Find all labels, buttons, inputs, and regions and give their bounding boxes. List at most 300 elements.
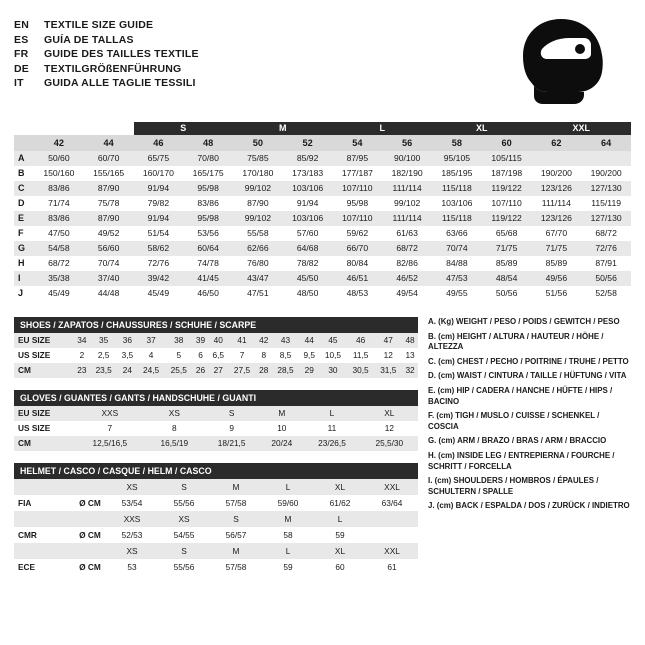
measurement-cell: 45/49 (134, 286, 184, 301)
size-group-label: M (233, 122, 333, 135)
sub-cell: 61/62 (329, 498, 351, 508)
legend-item: F. (cm) TIGH / MUSLO / CUISSE / SCHENKEL / COSCIA (428, 411, 600, 431)
measurement-cell: 46/52 (382, 271, 432, 286)
measurement-cell: 123/126 (532, 211, 582, 226)
sub-cell: S (228, 408, 235, 418)
measurement-cell: 70/74 (432, 241, 482, 256)
size-header-cell: 56 (382, 135, 432, 151)
table-row (14, 511, 418, 527)
measurement-cell: 50/60 (34, 151, 84, 166)
measurement-cell: 72/76 (581, 241, 631, 256)
sub-cell: XS (168, 408, 180, 418)
sub-cell: 28,5 (277, 365, 294, 375)
sub-cell: 23 (77, 365, 87, 375)
measurement-cell: 63/66 (432, 226, 482, 241)
sub-cell: 38 (174, 335, 184, 345)
measurement-cell: 50/56 (482, 286, 532, 301)
measurement-cell: 39/42 (134, 271, 184, 286)
sub-cell: 23/26,5 (318, 438, 346, 448)
sub-cell: L (285, 546, 291, 556)
sub-cell: 20/24 (271, 438, 293, 448)
measurement-cell: 87/91 (581, 256, 631, 271)
sub-cell: 8 (261, 350, 267, 360)
sub-row-label: ECE (18, 562, 36, 572)
measurement-cell: 87/90 (233, 196, 283, 211)
sub-row-unit (74, 479, 106, 495)
measurement-row-label: E (14, 211, 34, 226)
measurement-cell: 46/50 (183, 286, 233, 301)
size-header-cell: 58 (432, 135, 482, 151)
sub-cell: XXL (384, 482, 400, 492)
size-header-cell: 52 (283, 135, 333, 151)
table-row (14, 348, 418, 363)
legend-item: I. (cm) SHOULDERS / HOMBROS / ÉPAULES / SCHULTERN / SPALLE (428, 476, 599, 496)
language-code: EN (14, 19, 29, 31)
measurement-cell: 56/60 (84, 241, 134, 256)
measurement-cell (581, 151, 631, 166)
measurement-cell: 71/74 (34, 196, 84, 211)
measurement-cell: 99/102 (382, 196, 432, 211)
measurement-row-label: B (14, 166, 34, 181)
sub-cell: 53/54 (121, 498, 143, 508)
sub-row-label (14, 543, 74, 559)
measurement-cell: 82/86 (382, 256, 432, 271)
sub-cell: 30,5 (352, 365, 369, 375)
measurement-cell: 60/64 (183, 241, 233, 256)
table-row (14, 286, 631, 301)
sub-cell: 12 (383, 350, 393, 360)
sub-cell: S (181, 546, 187, 556)
sub-cell: 6 (198, 350, 203, 360)
sub-cell: XS (126, 546, 138, 556)
sub-cell: 35 (99, 335, 109, 345)
measurement-cell: 71/75 (482, 241, 532, 256)
sub-cell: 10 (277, 423, 287, 433)
table-row (14, 421, 418, 436)
language-titles (14, 18, 199, 91)
measurement-cell: 75/78 (84, 196, 134, 211)
size-header-cell: 48 (183, 135, 233, 151)
measurement-cell: 60/70 (84, 151, 134, 166)
measurement-cell: 57/60 (283, 226, 333, 241)
language-title: GUIDA ALLE TAGLIE TESSILI (44, 77, 196, 89)
measurement-legend (428, 317, 631, 587)
sub-cell: 34 (77, 335, 87, 345)
sub-cell: 12,5/16,5 (92, 438, 128, 448)
language-title: GUIDE DES TAILLES TEXTILE (44, 48, 199, 60)
sub-cell: XS (178, 514, 190, 524)
sub-cell: 18/21,5 (217, 438, 246, 448)
measurement-cell (532, 151, 582, 166)
header (14, 18, 631, 108)
sub-row-label (14, 511, 74, 527)
measurement-cell: 160/170 (134, 166, 184, 181)
size-header-cell: 64 (581, 135, 631, 151)
measurement-cell: 45/50 (283, 271, 333, 286)
size-group-label: XL (432, 122, 532, 135)
measurement-cell: 79/82 (134, 196, 184, 211)
measurement-cell: 90/100 (382, 151, 432, 166)
language-code: FR (14, 48, 29, 60)
measurement-cell: 65/68 (482, 226, 532, 241)
measurement-cell: 190/200 (581, 166, 631, 181)
table-row (14, 527, 418, 543)
measurement-row-label: H (14, 256, 34, 271)
measurement-cell: 44/48 (84, 286, 134, 301)
measurement-cell: 48/50 (283, 286, 333, 301)
sub-cell: 13 (405, 350, 415, 360)
sub-cell: 41 (237, 335, 247, 345)
sub-cell: 2 (79, 350, 85, 360)
sub-row-label (14, 479, 74, 495)
sub-cell: 28 (259, 365, 269, 375)
table-row (14, 363, 418, 378)
sub-cell: 48 (405, 335, 415, 345)
measurement-cell: 68/72 (34, 256, 84, 271)
sub-cell: 24 (122, 365, 132, 375)
measurement-cell: 185/195 (432, 166, 482, 181)
sub-row-unit: Ø CM (79, 530, 101, 540)
sub-cell: 3,5 (121, 350, 134, 360)
sub-cell: 27 (213, 365, 223, 375)
sub-row-unit: Ø CM (79, 562, 101, 572)
measurement-cell: 190/200 (532, 166, 582, 181)
measurement-cell: 111/114 (382, 211, 432, 226)
language-title: TEXTILE SIZE GUIDE (44, 19, 154, 31)
language-row (14, 33, 199, 48)
measurement-cell: 103/106 (432, 196, 482, 211)
measurement-cell: 37/40 (84, 271, 134, 286)
measurement-cell: 80/84 (333, 256, 383, 271)
sub-cell: 12 (384, 423, 394, 433)
measurement-row-label: J (14, 286, 34, 301)
measurement-cell: 65/75 (134, 151, 184, 166)
sub-cell: 57/58 (225, 562, 247, 572)
measurement-cell: 75/85 (233, 151, 283, 166)
measurement-cell: 51/54 (134, 226, 184, 241)
measurement-cell: 91/94 (134, 181, 184, 196)
measurement-cell: 49/55 (432, 286, 482, 301)
measurement-cell: 74/78 (183, 256, 233, 271)
sub-row-unit: Ø CM (79, 498, 101, 508)
measurement-cell: 85/92 (283, 151, 333, 166)
measurement-cell: 49/56 (532, 271, 582, 286)
measurement-cell: 99/102 (233, 211, 283, 226)
measurement-cell: 107/110 (333, 211, 383, 226)
measurement-cell: 91/94 (283, 196, 333, 211)
measurement-cell: 66/70 (333, 241, 383, 256)
sub-cell: 37 (146, 335, 156, 345)
sub-row-label: FIA (18, 498, 32, 508)
table-row (14, 181, 631, 196)
sub-cell: 23,5 (95, 365, 112, 375)
sub-cell: 5 (176, 350, 182, 360)
measurement-cell: 50/56 (581, 271, 631, 286)
sub-cell: 57/58 (225, 498, 247, 508)
measurement-cell: 111/114 (382, 181, 432, 196)
measurement-cell: 105/115 (482, 151, 532, 166)
sub-cell (366, 511, 418, 527)
table-row (14, 196, 631, 211)
measurement-cell: 85/89 (532, 256, 582, 271)
textile-size-table (14, 122, 631, 301)
measurement-cell: 83/86 (34, 211, 84, 226)
measurement-cell: 99/102 (233, 181, 283, 196)
sub-cell: 43 (280, 335, 291, 345)
sub-cell: S (181, 482, 187, 492)
measurement-cell: 59/62 (333, 226, 383, 241)
sub-cell: M (232, 482, 240, 492)
measurement-cell: 95/105 (432, 151, 482, 166)
measurement-row-label: A (14, 151, 34, 166)
sub-cell: 52/53 (121, 530, 143, 540)
measurement-cell: 84/88 (432, 256, 482, 271)
measurement-cell: 58/62 (134, 241, 184, 256)
sub-cell: 45 (328, 335, 338, 345)
measurement-cell: 107/110 (333, 181, 383, 196)
table-row (14, 406, 418, 421)
measurement-cell: 72/76 (134, 256, 184, 271)
measurement-cell: 103/106 (283, 211, 333, 226)
size-header-cell: 62 (532, 135, 582, 151)
sub-cell: 7 (239, 350, 245, 360)
sub-cell: L (285, 482, 291, 492)
sub-row-label: US SIZE (18, 423, 51, 433)
shoes-title: SHOES / ZAPATOS / CHAUSSURES / SCHUHE / SCARPE (14, 317, 418, 333)
measurement-cell: 61/63 (382, 226, 432, 241)
table-row (14, 543, 418, 559)
sub-cell: XL (334, 546, 346, 556)
legend-item: E. (cm) HIP / CADERA / HANCHE / HÜFTE / HIPS / BACINO (428, 385, 613, 406)
measurement-cell: 119/122 (482, 181, 532, 196)
sub-row-unit (74, 543, 106, 559)
measurement-cell: 107/110 (482, 196, 532, 211)
sub-row-label: US SIZE (18, 350, 51, 360)
table-row (14, 495, 418, 511)
sub-row-unit (74, 511, 106, 527)
legend-item: B. (cm) HEIGHT / ALTURA / HAUTEUR / HÖHE / ALTEZZA (428, 331, 604, 352)
sub-row-label: CM (18, 438, 31, 448)
measurement-cell: 35/38 (34, 271, 84, 286)
sub-cell: 42 (259, 335, 269, 345)
sub-cell: 63/64 (381, 498, 403, 508)
measurement-cell: 95/98 (183, 211, 233, 226)
size-header-cell: 42 (34, 135, 84, 151)
measurement-cell: 45/49 (34, 286, 84, 301)
gloves-table (14, 406, 418, 451)
row-label-spacer (14, 122, 34, 135)
measurement-cell: 70/74 (84, 256, 134, 271)
sub-cell: 24,5 (143, 365, 160, 375)
measurement-cell: 52/58 (581, 286, 631, 301)
language-row (14, 76, 199, 91)
sub-cell: L (337, 514, 343, 524)
sub-cell: 47 (383, 335, 393, 345)
size-group-label: L (333, 122, 433, 135)
measurement-cell: 76/80 (233, 256, 283, 271)
legend-item: D. (cm) WAIST / CINTURA / TAILLE / HÜFTUNG / VITA (428, 371, 627, 381)
measurement-row-label: G (14, 241, 34, 256)
measurement-cell: 87/90 (84, 211, 134, 226)
measurement-row-label: C (14, 181, 34, 196)
sub-cell: XL (334, 482, 346, 492)
measurement-cell: 87/95 (333, 151, 383, 166)
measurement-cell: 47/53 (432, 271, 482, 286)
sub-cell: XS (126, 482, 138, 492)
legend-item: J. (cm) BACK / ESPALDA / DOS / ZURÜCK / INDIETRO (428, 501, 630, 511)
sub-cell: 8 (172, 423, 177, 433)
sub-cell: M (284, 514, 292, 524)
sub-cell: 59/60 (277, 498, 299, 508)
sub-cell: 58 (283, 530, 293, 540)
size-header-cell: 50 (233, 135, 283, 151)
language-title: GUÍA DE TALLAS (44, 33, 134, 46)
measurement-cell: 111/114 (532, 196, 582, 211)
helmet-title: HELMET / CASCO / CASQUE / HELM / CASCO (14, 463, 418, 479)
sub-cell: 25,5/30 (375, 438, 404, 448)
measurement-row-label: F (14, 226, 34, 241)
legend-item: G. (cm) ARM / BRAZO / BRAS / ARM / BRACCIO (428, 436, 607, 446)
measurement-cell: 41/45 (183, 271, 233, 286)
table-row (14, 151, 631, 166)
measurement-cell: 103/106 (283, 181, 333, 196)
sub-cell: 39 (195, 335, 206, 345)
measurement-cell: 49/52 (84, 226, 134, 241)
measurement-cell: 182/190 (382, 166, 432, 181)
language-row (14, 47, 199, 62)
sub-cell: 54/55 (173, 530, 195, 540)
helmet-table (14, 479, 418, 575)
measurement-cell: 53/56 (183, 226, 233, 241)
measurement-cell: 115/118 (432, 181, 482, 196)
measurement-cell: 47/51 (233, 286, 283, 301)
sub-cell: XXL (384, 546, 400, 556)
sub-cell: 59 (283, 562, 293, 572)
language-row (14, 62, 199, 77)
measurement-cell: 165/175 (183, 166, 233, 181)
bottom-section (14, 317, 631, 587)
table-row (14, 436, 418, 451)
measurement-cell: 55/58 (233, 226, 283, 241)
language-code: DE (14, 62, 29, 75)
table-row (14, 256, 631, 271)
sub-cell: 31,5 (380, 365, 397, 375)
measurement-cell: 48/54 (482, 271, 532, 286)
sub-cell: 56/57 (225, 530, 247, 540)
sub-row-label: CMR (18, 530, 37, 540)
sub-cell: 25,5 (170, 365, 187, 375)
sub-cell: 55/56 (173, 562, 195, 572)
sub-cell: 4 (148, 350, 154, 360)
sub-cell: 32 (405, 365, 415, 375)
measurement-cell: 68/72 (581, 226, 631, 241)
measurement-cell: 83/86 (34, 181, 84, 196)
row-label-spacer (14, 135, 34, 151)
measurement-cell: 78/82 (283, 256, 333, 271)
sub-cell: 53 (127, 562, 137, 572)
table-row (14, 559, 418, 575)
measurement-cell: 46/51 (333, 271, 383, 286)
measurement-cell: 83/86 (183, 196, 233, 211)
measurement-cell: 68/72 (382, 241, 432, 256)
measurement-cell: 85/89 (482, 256, 532, 271)
sub-cell: 7 (107, 423, 113, 433)
language-code: ES (14, 33, 29, 46)
sub-cell: M (278, 408, 286, 418)
sub-cell: 6,5 (212, 350, 225, 360)
table-row (14, 226, 631, 241)
gloves-title: GLOVES / GUANTES / GANTS / HANDSCHUHE / GUANTI (14, 390, 418, 406)
measurement-cell: 187/198 (482, 166, 532, 181)
measurement-row-label: I (14, 271, 34, 286)
table-row (14, 241, 631, 256)
measurement-cell: 115/118 (432, 211, 482, 226)
measurement-cell: 150/160 (34, 166, 84, 181)
sub-cell: XXS (101, 408, 119, 418)
language-row (14, 18, 199, 33)
measurement-cell: 54/58 (34, 241, 84, 256)
table-row (14, 211, 631, 226)
measurement-cell: 127/130 (581, 211, 631, 226)
legend-item: A. (Kg) WEIGHT / PESO / POIDS / GEWITCH / PESO (428, 317, 620, 326)
measurement-cell: 48/53 (333, 286, 383, 301)
size-group-row (14, 122, 631, 135)
measurement-cell: 95/98 (183, 181, 233, 196)
size-header-row (14, 135, 631, 151)
measurement-cell: 51/56 (532, 286, 582, 301)
measurement-cell: 155/165 (84, 166, 134, 181)
measurement-cell: 170/180 (233, 166, 283, 181)
sub-cell: 2,5 (97, 350, 110, 360)
measurement-cell: 67/70 (532, 226, 582, 241)
sub-cell: 59 (335, 530, 345, 540)
measurement-cell: 173/183 (283, 166, 333, 181)
measurement-cell: 95/98 (333, 196, 383, 211)
sub-cell: 26 (195, 365, 206, 375)
measurement-cell: 115/119 (581, 196, 631, 211)
size-group-label: S (134, 122, 234, 135)
measurement-cell: 64/68 (283, 241, 333, 256)
sub-cell: 46 (355, 335, 366, 345)
measurement-cell: 119/122 (482, 211, 532, 226)
language-title: TEXTILGRÖßENFÜHRUNG (44, 62, 182, 75)
sub-row-label: EU SIZE (18, 335, 51, 345)
size-header-cell: 60 (482, 135, 532, 151)
measurement-cell: 71/75 (532, 241, 582, 256)
measurement-cell: 177/187 (333, 166, 383, 181)
sub-cell: 9 (229, 423, 234, 433)
sub-cell: M (232, 546, 240, 556)
measurement-cell: 91/94 (134, 211, 184, 226)
sub-cell: 11 (327, 423, 337, 433)
language-code: IT (14, 77, 24, 89)
table-row (14, 271, 631, 286)
legend-item: C. (cm) CHEST / PECHO / POITRINE / TRUHE / PETTO (428, 356, 629, 366)
sub-cell (366, 527, 418, 543)
measurement-cell: 70/80 (183, 151, 233, 166)
measurement-cell: 62/66 (233, 241, 283, 256)
sub-cell: 16,5/19 (160, 438, 189, 448)
measurement-cell: 43/47 (233, 271, 283, 286)
sub-cell: 27,5 (233, 365, 251, 375)
sub-cell: 30 (328, 365, 338, 375)
size-group-spacer (34, 122, 134, 135)
sub-cell: XXS (123, 514, 141, 524)
sub-cell: 40 (213, 335, 223, 345)
sub-cell: 55/56 (173, 498, 195, 508)
sub-cell: 9,5 (303, 350, 315, 360)
sub-cell: 11,5 (352, 350, 369, 360)
